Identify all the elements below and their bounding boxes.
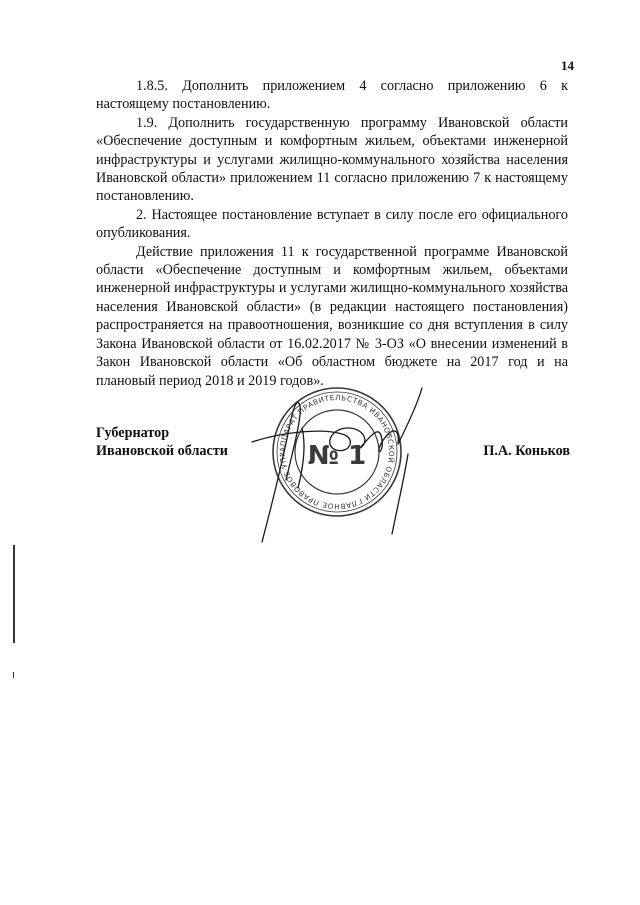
signatory-title-line-1: Губернатор (96, 425, 170, 441)
paragraph-1-8-5: 1.8.5. Дополнить приложением 4 согласно приложению 6 к настоящему постановлению. (96, 78, 568, 113)
margin-mark-small (13, 672, 14, 678)
stamp-number: № 1 (307, 441, 367, 471)
signatory-name: П.А. Коньков (483, 443, 570, 459)
official-stamp-icon (232, 384, 442, 544)
page-number: 14 (561, 58, 574, 73)
document-body (96, 77, 568, 390)
paragraph-2: 2. Настоящее постановление вступает в силу после его официального опубликования. (96, 206, 568, 242)
signatory-title (96, 424, 228, 460)
paragraph-1-9: 1.9. Дополнить государственную программу Ивановской области «Обеспечение доступным и комфортным жильем, объектами инженерной инфраструктуры и услугами жилищно-коммунального хозяйства населения Ивановской области» приложением 11 согласно приложению 7 к настоящему постановлению. (96, 114, 568, 205)
paragraph-applicability: Действие приложения 11 к государственной программе Ивановской области «Обеспечение доступным и комфортным жильем, объектами инженерной инфраструктуры и услугами жилищно-коммунального хозяйства населения Ивановской области» (в редакции настоящего постановления) распространяется на правоотношения, возникшие со дня вступления в силу Закона Ивановской области от 16.02.2017 № 3-ОЗ «О внесении изменений в Закон Ивановской области «Об областном бюджете на 2017 год и на плановый период 2018 и 2019 годов». (96, 243, 568, 389)
signatory-title-line-2: Ивановской области (96, 443, 228, 459)
stamp-and-signature (232, 384, 442, 544)
margin-mark (13, 545, 15, 643)
stamp-ring-text: АППАРАТ ПРАВИТЕЛЬСТВА ИВАНОВСКОЙ ОБЛАСТИ ГЛАВНОЕ ПРАВОВОЕ УПР (277, 392, 397, 512)
